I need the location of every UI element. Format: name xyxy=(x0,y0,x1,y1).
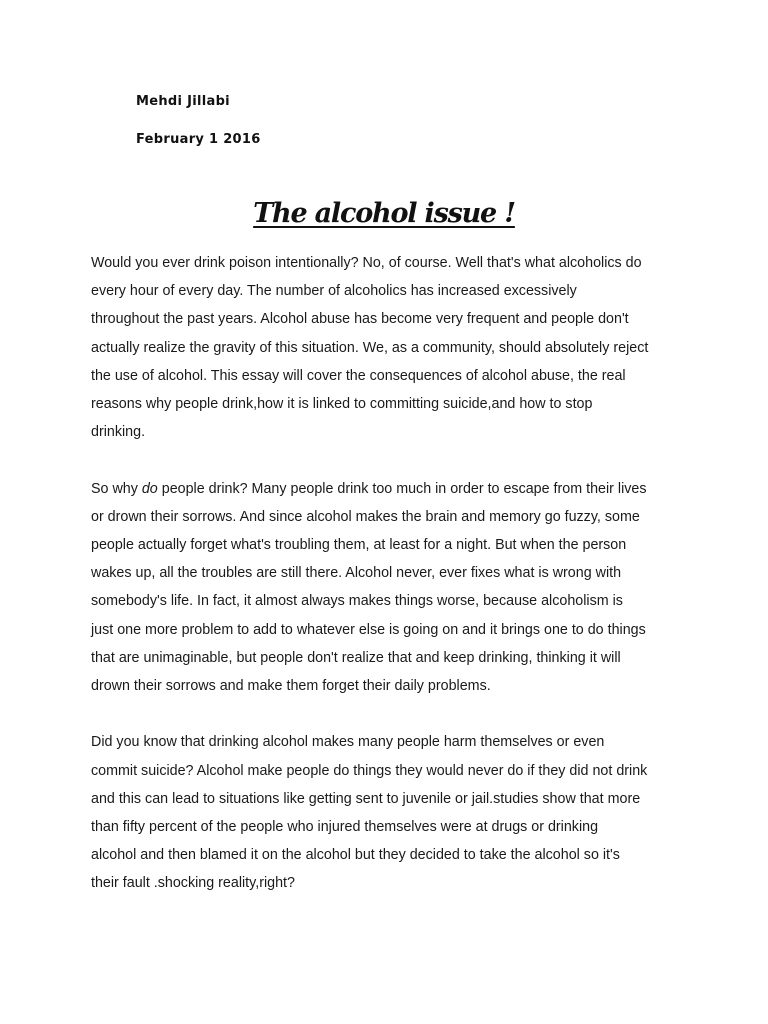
paragraph-line: throughout the past years. Alcohol abuse has become very frequent and people don't xyxy=(91,311,629,328)
paragraph-line: commit suicide? Alcohol make people do things they would never do if they did not drink xyxy=(91,762,648,779)
text-run: people drink? Many people drink too much in order to escape from their lives xyxy=(157,480,647,497)
paragraph-line: or drown their sorrows. And since alcohol makes the brain and memory go fuzzy, some xyxy=(91,508,640,525)
paragraph-2 xyxy=(91,475,691,701)
document-body xyxy=(91,249,691,926)
paragraph-line: Did you know that drinking alcohol makes many people harm themselves or even xyxy=(91,734,605,751)
paragraph-line: reasons why people drink,how it is linked to committing suicide,and how to stop xyxy=(91,396,593,413)
text-run: So why xyxy=(91,480,142,497)
paragraph-line: their fault .shocking reality,right? xyxy=(91,875,295,892)
paragraph-3 xyxy=(91,728,691,897)
paragraph-line: than fifty percent of the people who injured themselves were at drugs or drinking xyxy=(91,819,599,836)
document-title: The alcohol issue ! xyxy=(253,198,515,229)
document-header xyxy=(136,92,261,168)
paragraph-line: people actually forget what's troubling them, at least for a night. But when the person xyxy=(91,537,627,554)
paragraph-line: that are unimaginable, but people don't realize that and keep drinking, thinking it will xyxy=(91,649,621,666)
paragraph-line: actually realize the gravity of this situation. We, as a community, should absolutely reject xyxy=(91,339,649,356)
paragraph-line: every hour of every day. The number of alcoholics has increased excessively xyxy=(91,283,577,300)
emphasis-text: do xyxy=(141,480,158,497)
paragraph-line: Would you ever drink poison intentionally? No, of course. Well that's what alcoholics do xyxy=(91,255,642,271)
paragraph-line xyxy=(91,475,691,503)
paragraph-1 xyxy=(91,249,691,446)
document-date: February 1 2016 xyxy=(136,132,261,147)
paragraph-line: drinking. xyxy=(91,424,146,441)
paragraph-line: and this can lead to situations like getting sent to juvenile or jail.studies show that more xyxy=(91,790,641,807)
paragraph-line: drown their sorrows and make them forget their daily problems. xyxy=(91,678,491,695)
paragraph-line: the use of alcohol. This essay will cover the consequences of alcohol abuse, the real xyxy=(91,367,626,384)
paragraph-line: wakes up, all the troubles are still there. Alcohol never, ever fixes what is wrong with xyxy=(91,565,622,582)
paragraph-line: alcohol and then blamed it on the alcohol but they decided to take the alcohol so it's xyxy=(91,847,620,864)
paragraph-line: somebody's life. In fact, it almost always makes things worse, because alcoholism is xyxy=(91,593,623,610)
paragraph-line: just one more problem to add to whatever else is going on and it brings one to do things xyxy=(91,621,646,638)
author-name: Mehdi Jillabi xyxy=(136,94,230,109)
